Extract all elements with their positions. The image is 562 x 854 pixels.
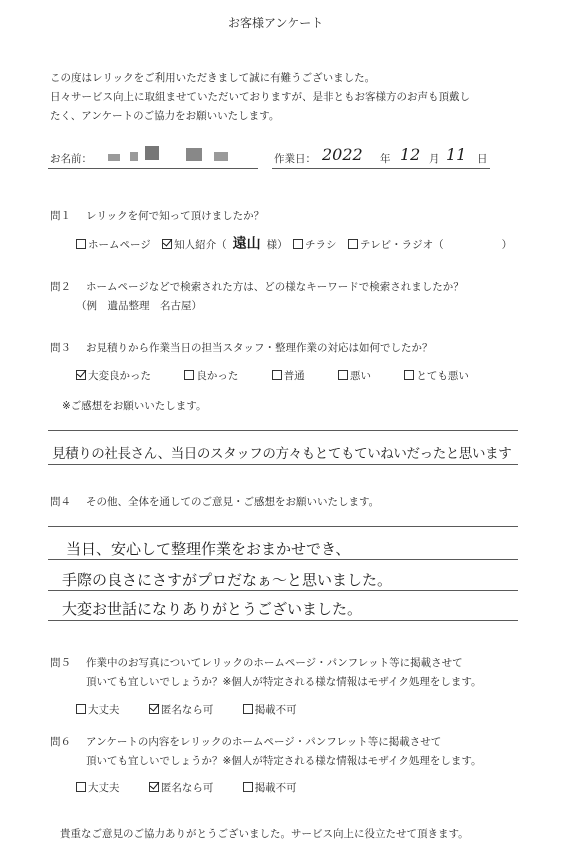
work-date-label: 作業日： (274, 153, 316, 165)
q5-number: 問５ (50, 657, 71, 669)
work-date-year: 2022 (322, 145, 363, 164)
checkbox[interactable] (272, 370, 282, 380)
redacted-name (100, 146, 250, 166)
intro-line-1: この度はレリックをご利用いただきまして誠に有難うございました。 (50, 72, 376, 84)
q2-example: （例 遺品整理 名古屋） (76, 300, 202, 312)
q6-option-not-allowed[interactable]: 掲載不可 (243, 780, 297, 795)
q1-text: レリックを何で知って頂けましたか？ (86, 210, 265, 222)
q4-line-4 (48, 620, 518, 621)
q1-option-tv-radio[interactable]: テレビ・ラジオ（ ） (348, 237, 512, 252)
work-date-day-unit: 日 (477, 153, 488, 165)
q1-referrer-name: 遠山 (232, 236, 261, 252)
name-underline (48, 168, 258, 169)
q1-options (76, 233, 520, 253)
q5-option-ok[interactable]: 大丈夫 (76, 702, 120, 717)
name-label: お名前： (50, 153, 92, 165)
q3-answer-line-bottom (48, 464, 518, 465)
q3-number: 問３ (50, 342, 71, 354)
q3-option-bad[interactable]: 悪い (338, 368, 371, 383)
q3-handwritten-answer: 見積りの社長さん、当日のスタッフの方々もとてもていねいだったと思います (52, 446, 512, 462)
q3-option-very-good[interactable]: 大変良かった (76, 368, 151, 383)
intro-line-2: 日々サービス向上に取組ませていただいておりますが、是非ともお客様方のお声も頂戴し (50, 91, 470, 103)
work-date-month-unit: 月 (429, 153, 440, 165)
q5-options (76, 702, 305, 717)
q3-option-average[interactable]: 普通 (272, 368, 305, 383)
q4-number: 問４ (50, 496, 71, 508)
q6-option-ok[interactable]: 大丈夫 (76, 780, 120, 795)
form-title: お客様アンケート (228, 16, 324, 30)
checkbox[interactable] (243, 782, 253, 792)
q3-text: お見積りから作業当日の担当スタッフ・整理作業の対応は如何でしたか？ (86, 342, 433, 354)
q4-text: その他、全体を通してのご意見・ご感想をお願いいたします。 (86, 496, 380, 508)
work-date-year-unit: 年 (380, 153, 391, 165)
q1-option-flyer[interactable]: チラシ (293, 237, 337, 252)
q6-number: 問６ (50, 736, 71, 748)
q6-option-anonymous[interactable]: 匿名なら可 (149, 780, 214, 795)
checkbox-checked[interactable] (149, 704, 159, 714)
date-underline (272, 168, 490, 169)
q4-line-2 (48, 559, 518, 560)
closing-message: 貴重なご意見のご協力ありがとうございました。サービス向上に役立たせて頂きます。 (60, 828, 469, 840)
q5-text-line-1: 作業中のお写真についてレリックのホームページ・パンフレット等に掲載させて (86, 657, 463, 669)
q3-option-very-bad[interactable]: とても悪い (404, 368, 469, 383)
q1-option-homepage[interactable]: ホームページ (76, 237, 151, 252)
q2-text: ホームページなどで検索された方は、どの様なキーワードで検索されましたか？ (86, 281, 464, 293)
q3-comment-prompt: ※ご感想をお願いいたします。 (62, 400, 207, 412)
checkbox-checked[interactable] (149, 782, 159, 792)
q4-line-3 (48, 590, 518, 591)
checkbox[interactable] (184, 370, 194, 380)
q3-option-good[interactable]: 良かった (184, 368, 238, 383)
q6-text-line-2: 頂いても宜しいでしょうか？※個人が特定される様な情報はモザイク処理をします。 (86, 755, 482, 767)
q4-answer-line-1: 当日、安心して整理作業をおまかせでき、 (66, 540, 351, 558)
work-date-month: 12 (400, 145, 421, 164)
q4-answer-line-2: 手際の良さにさすがプロだなぁ〜と思いました。 (62, 571, 393, 589)
work-date-day: 11 (446, 145, 467, 164)
checkbox[interactable] (404, 370, 414, 380)
checkbox[interactable] (348, 239, 358, 249)
checkbox-checked[interactable] (162, 239, 172, 249)
checkbox[interactable] (293, 239, 303, 249)
checkbox-checked[interactable] (76, 370, 86, 380)
q5-text-line-2: 頂いても宜しいでしょうか？※個人が特定される様な情報はモザイク処理をします。 (86, 676, 482, 688)
checkbox[interactable] (76, 782, 86, 792)
q5-option-anonymous[interactable]: 匿名なら可 (149, 702, 214, 717)
q5-option-not-allowed[interactable]: 掲載不可 (243, 702, 297, 717)
q6-text-line-1: アンケートの内容をレリックのホームページ・パンフレット等に掲載させて (86, 736, 442, 748)
q1-option-referral[interactable]: 知人紹介（ 遠山 様） (162, 233, 288, 253)
checkbox[interactable] (76, 239, 86, 249)
checkbox[interactable] (76, 704, 86, 714)
q4-line-1 (48, 526, 518, 527)
q4-answer-line-3: 大変お世話になりありがとうございました。 (62, 600, 363, 618)
q3-options (76, 368, 477, 383)
checkbox[interactable] (338, 370, 348, 380)
checkbox[interactable] (243, 704, 253, 714)
q3-answer-line-top (48, 430, 518, 431)
q2-number: 問２ (50, 281, 71, 293)
q1-number: 問１ (50, 210, 71, 222)
q6-options (76, 780, 305, 795)
intro-line-3: たく、アンケートのご協力をお願いいたします。 (50, 110, 280, 122)
